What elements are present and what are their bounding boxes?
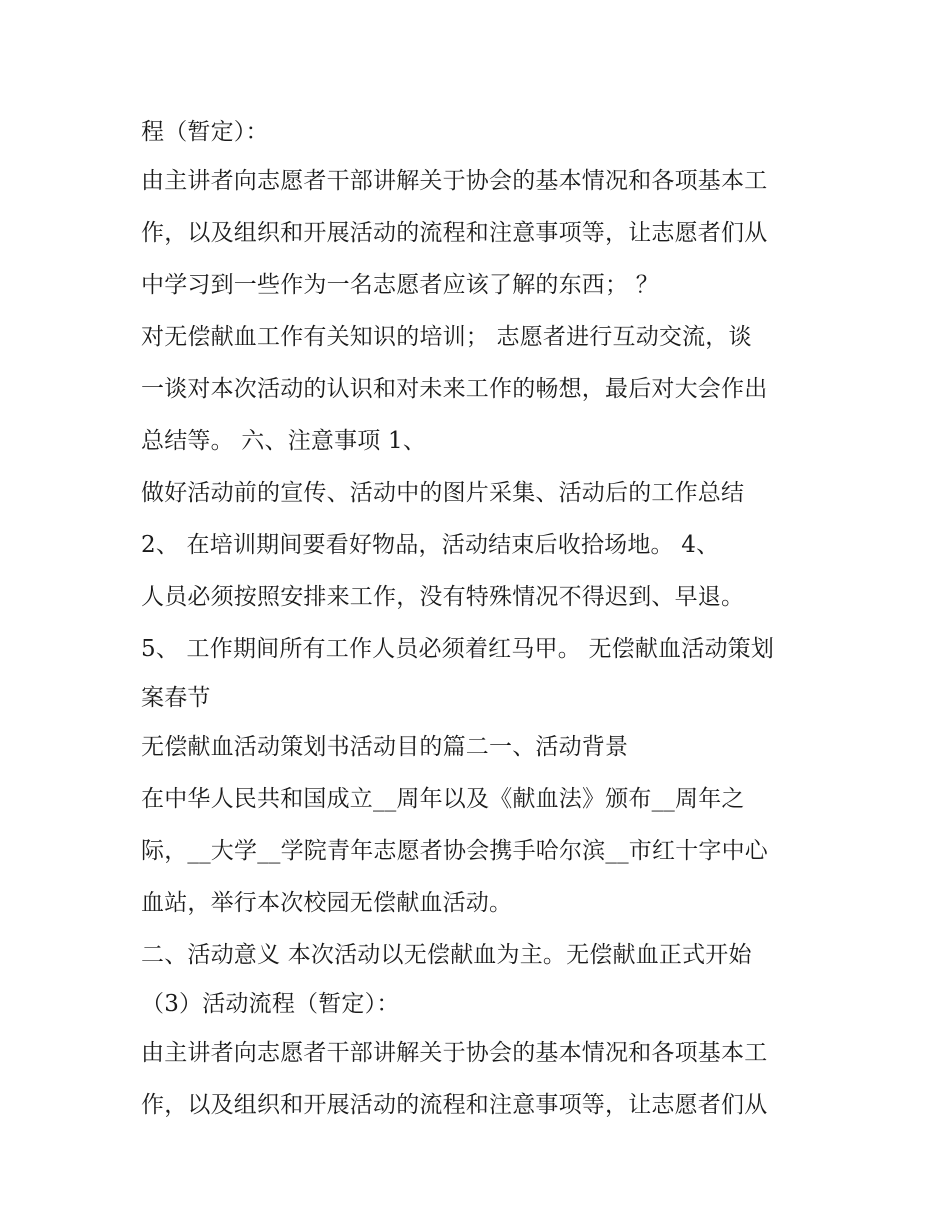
text-line: 2、 在培训期间要看好物品，活动结束后收拾场地。 4、 — [141, 532, 720, 558]
text-line: 人员必须按照安排来工作，没有特殊情况不得迟到、早退。 — [141, 584, 745, 610]
text-line: 程（暂定）： — [141, 119, 269, 145]
text-line: 作，以及组织和开展活动的流程和注意事项等，让志愿者们从 — [141, 1092, 768, 1118]
text-line: 在中华人民共和国成立__周年以及《献血法》颁布__周年之 — [141, 786, 745, 812]
text-line: 做好活动前的宣传、活动中的图片采集、活动后的工作总结 — [141, 480, 745, 506]
text-line: 中学习到一些作为一名志愿者应该了解的东西； ？ — [141, 272, 659, 298]
text-line: 一谈对本次活动的认识和对未来工作的畅想，最后对大会作出 — [141, 376, 768, 402]
document-body — [141, 109, 821, 1131]
text-line: 血站，举行本次校园无偿献血活动。 — [141, 890, 513, 916]
text-line: 案春节 — [141, 685, 211, 711]
text-line: 际，__大学__学院青年志愿者协会携手哈尔滨__市红十字中心 — [141, 838, 768, 864]
text-line: 无偿献血活动策划书活动目的篇二一、活动背景 — [141, 734, 629, 760]
text-line: 5、 工作期间所有工作人员必须着红马甲。 无偿献血活动策划 — [141, 636, 775, 662]
text-line: 总结等。 六、注意事项 1、 — [141, 428, 427, 454]
text-line: 二、活动意义 本次活动以无偿献血为主。无偿献血正式开始 — [141, 942, 752, 968]
text-line: 作，以及组织和开展活动的流程和注意事项等，让志愿者们从 — [141, 220, 768, 246]
text-line: 对无偿献血工作有关知识的培训； 志愿者进行互动交流，谈 — [141, 324, 752, 350]
text-line: 由主讲者向志愿者干部讲解关于协会的基本情况和各项基本工 — [141, 1040, 768, 1066]
text-line: （3）活动流程（暂定）： — [141, 991, 400, 1017]
text-line: 由主讲者向志愿者干部讲解关于协会的基本情况和各项基本工 — [141, 168, 768, 194]
